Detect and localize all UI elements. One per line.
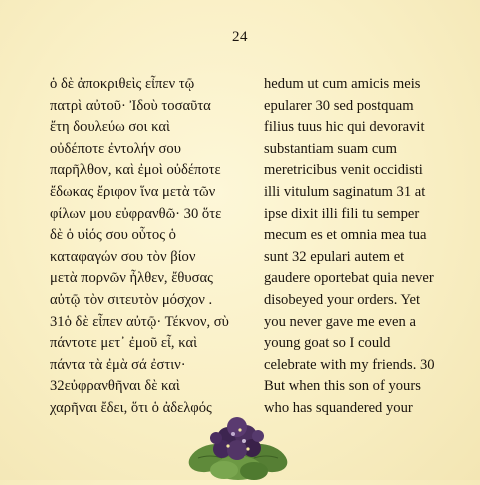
latin-english-line: celebrate with my friends. 30 (264, 356, 435, 373)
greek-line: παρῆλθον, καὶ ἐμοὶ οὐδέποτε (50, 162, 221, 179)
greek-line: δὲ ὁ υἱός σου οὗτος ὁ (50, 227, 176, 244)
latin-english-line: disobeyed your orders. Yet (264, 291, 421, 308)
greek-line: φίλων μου εὐφρανθῶ· 30 ὅτε (50, 205, 222, 222)
latin-english-line: substantiam suam cum (264, 140, 397, 157)
greek-line: 32εὐφρανθῆναι δὲ καὶ (50, 378, 180, 395)
latin-english-text-column (264, 74, 464, 420)
latin-english-line: ipse dixit illi fili tu semper (264, 205, 420, 222)
page-number: 24 (232, 29, 248, 45)
greek-line: οὐδέποτε ἐντολήν σου (50, 140, 181, 157)
latin-english-line: you never gave me even a (264, 313, 416, 330)
latin-english-line: gaudere oportebat quia never (264, 270, 434, 287)
greek-line: χαρῆναι ἔδει, ὅτι ὁ ἀδελφός (50, 399, 212, 416)
greek-line: αὐτῷ τὸν σιτευτὸν μόσχον . (50, 291, 213, 308)
latin-english-line: But when this son of yours (264, 378, 421, 395)
greek-line: πάντοτε μετ᾽ ἐμοῦ εἶ, καὶ (50, 335, 198, 352)
greek-line: ἔτη δουλεύω σοι καὶ (50, 119, 170, 136)
greek-line: καταφαγών σου τὸν βίον (50, 248, 196, 265)
latin-english-line: mecum es et omnia mea tua (264, 227, 427, 244)
greek-line: 31ὁ δὲ εἶπεν αὐτῷ· Τέκνον, σὺ (50, 313, 229, 330)
violet-flower-icon (188, 414, 288, 480)
greek-line: μετὰ πορνῶν ἦλθεν, ἔθυσας (50, 270, 213, 287)
greek-text-column (50, 74, 250, 420)
greek-line: πάντα τὰ ἐμὰ σά ἐστιν· (50, 356, 186, 373)
greek-line: ὁ δὲ ἀποκριθεὶς εἶπεν τῷ (50, 76, 195, 92)
latin-english-line: illi vitulum saginatum 31 at (264, 183, 426, 200)
latin-english-line: sunt 32 epulari autem et (264, 248, 405, 265)
greek-line: ἔδωκας ἔριφον ἵνα μετὰ τῶν (50, 183, 216, 200)
greek-line: πατρὶ αὐτοῦ· Ἰδοὺ τοσαῦτα (50, 97, 211, 114)
latin-english-line: young goat so I could (264, 335, 391, 352)
latin-english-line: meretricibus venit occidisti (264, 162, 423, 179)
latin-english-line: hedum ut cum amicis meis (264, 76, 421, 92)
latin-english-line: epularer 30 sed postquam (264, 97, 414, 114)
latin-english-line: who has squandered your (264, 399, 413, 416)
latin-english-line: filius tuus hic qui devoravit (264, 119, 425, 136)
